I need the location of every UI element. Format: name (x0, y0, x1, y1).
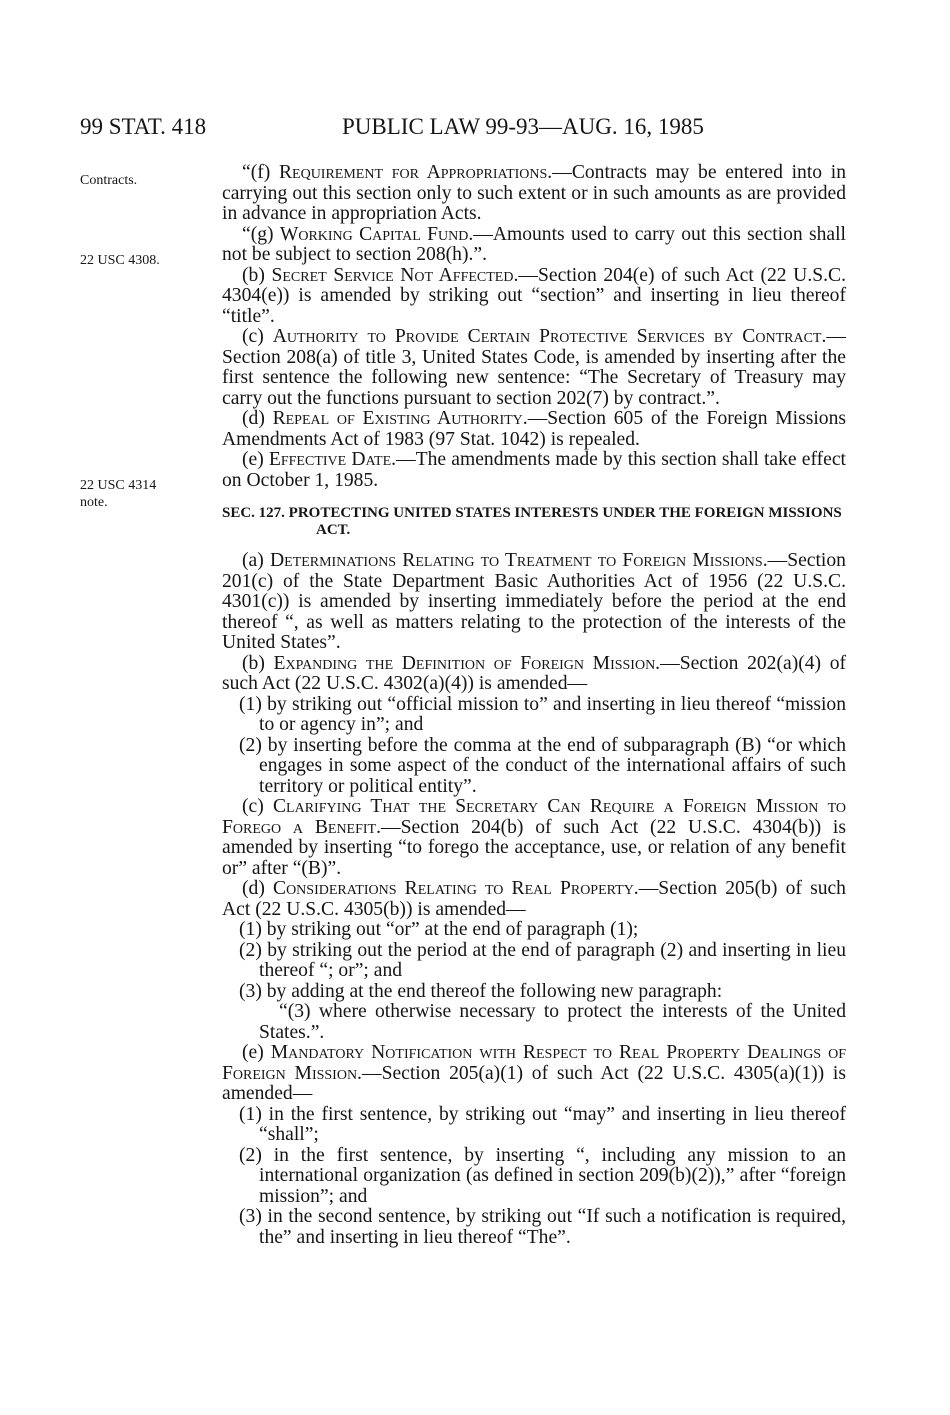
paragraph-body: —Contracts may be entered into in carrying out this section only to such extent or in such amounts as are provided in advance in appropriation Acts. (222, 162, 846, 224)
subsection-c-protective-services (222, 327, 846, 409)
paragraph-heading: Effective Date. (268, 449, 397, 470)
paragraph-body: —Section 605 of the Foreign Missions Amendments Act of 1983 (97 Stat. 1042) is repealed. (222, 408, 846, 450)
clause-d-2: (2) by striking out the period at the end of paragraph (2) and inserting in lieu thereof “; or”; and (239, 939, 846, 981)
margin-note-usc-4308: 22 USC 4308. (80, 253, 160, 268)
paragraph-number: “(g) (242, 223, 280, 245)
subsection-b-secret-service (222, 266, 846, 328)
stat-citation: 99 STAT. 418 (80, 114, 207, 139)
paragraph-heading: Authority to Provide Certain Protective Services by Contract. (272, 326, 827, 347)
paragraph-body: —Section 204(e) of such Act (22 U.S.C. 4304(e)) is amended by striking out “section” and inserting in lieu thereof “title”. (222, 264, 846, 327)
statute-text (222, 163, 846, 1248)
paragraph-heading: Repeal of Existing Authority. (272, 408, 528, 429)
margin-note-contracts: Contracts. (80, 173, 138, 188)
paragraph-number: (a) (242, 550, 270, 571)
paragraph-number: (e) (242, 449, 269, 470)
paragraph-body: —Section 204(b) of such Act (22 U.S.C. 4304(b)) is amended by inserting “to forego the acceptance, use, or relation of any benefit or” after “(B)”. (222, 816, 846, 879)
paragraph-heading: Considerations Relating to Real Property. (273, 878, 639, 899)
paragraph-body: —Amounts used to carry out this section shall not be subject to section 208(h).”. (222, 223, 846, 265)
paragraph-heading: Mandatory Notification with Respect to Real Property Dealings of Foreign Mission. (222, 1042, 846, 1084)
paragraph-heading: Expanding the Definition of Foreign Mission. (273, 652, 661, 674)
margin-note-usc-4314-line1: 22 USC 4314 (80, 478, 157, 493)
margin-note-usc-4314-line2: note. (80, 495, 108, 510)
paragraph-f (222, 163, 846, 225)
paragraph-heading: Determinations Relating to Treatment to Foreign Missions. (269, 550, 768, 571)
paragraph-number: “(f) (242, 162, 279, 183)
paragraph-body: —Section 202(a)(4) of such Act (22 U.S.C. 4302(a)(4)) is amended— (222, 652, 847, 694)
paragraph-body: —Section 205(b) of such Act (22 U.S.C. 4305(b)) is amended— (222, 878, 846, 920)
clause-d-1: (1) by striking out “or” at the end of paragraph (1); (239, 919, 639, 940)
clause-d-3: (3) by adding at the end thereof the following new paragraph: (239, 980, 723, 1002)
clause-e-1: (1) in the first sentence, by striking out “may” and inserting in lieu thereof “shall”; (239, 1103, 846, 1145)
subsection-a-determinations (222, 551, 846, 654)
paragraph-heading: Clarifying That the Secretary Can Require a Foreign Mission to Forego a Benefit. (222, 796, 846, 838)
page-header (80, 114, 840, 150)
quoted-paragraph-3: “(3) where otherwise necessary to protect the interests of the United States.”. (259, 1001, 846, 1043)
subsection-b-definition (222, 654, 846, 695)
law-title: PUBLIC LAW 99-93—AUG. 16, 1985 (342, 114, 704, 139)
paragraph-body: —Section 205(a)(1) of such Act (22 U.S.C. 4305(a)(1)) is amended— (222, 1062, 846, 1104)
paragraph-heading: Working Capital Fund. (279, 223, 474, 245)
margin-note-usc-4314 (80, 477, 200, 511)
paragraph-heading: Secret Service Not Affected. (271, 264, 519, 286)
clause-b-1: (1) by striking out “official mission to” and inserting in lieu thereof “mission to or agency in”; and (239, 693, 846, 735)
section-127-heading: SEC. 127. PROTECTING UNITED STATES INTERESTS UNDER THE FOREIGN MISSIONS ACT. (222, 505, 842, 538)
paragraph-number: (d) (242, 878, 273, 899)
paragraph-number: (c) (242, 796, 273, 817)
clause-b-2: (2) by inserting before the comma at the end of subparagraph (B) “or which engages in some aspect of the conduct of the international affairs of such territory or political entity”. (239, 734, 846, 797)
subsection-e-notification (222, 1043, 846, 1105)
paragraph-number: (b) (242, 652, 274, 674)
paragraph-number: (c) (242, 326, 273, 347)
subsection-e-effective-date (222, 450, 846, 491)
clause-e-2: (2) in the first sentence, by inserting “, including any mission to an international organization (as defined in section 209(b)(2)),” after “foreign mission”; and (239, 1144, 846, 1207)
paragraph-number: (e) (242, 1042, 271, 1063)
paragraph-body: —Section 201(c) of the State Department Basic Authorities Act of 1956 (22 U.S.C. 4301(c)) is amended by inserting immediately before the period at the end thereof “, as well as matters relating to the protection of the interests of the United States”. (222, 550, 846, 653)
paragraph-number: (b) (242, 264, 272, 286)
paragraph-number: (d) (242, 408, 273, 429)
subsection-c-forego-benefit (222, 797, 846, 879)
paragraph-body: —The amendments made by this section shall take effect on October 1, 1985. (222, 449, 846, 491)
subsection-d-repeal (222, 409, 846, 450)
paragraph-g (222, 225, 846, 266)
subsection-d-real-property (222, 879, 846, 920)
paragraph-heading: Requirement for Appropriations. (278, 162, 553, 183)
clause-e-3: (3) in the second sentence, by striking out “If such a notification is required, the” and inserting in lieu thereof “The”. (239, 1206, 846, 1248)
paragraph-body: —Section 208(a) of title 3, United States Code, is amended by inserting after the first sentence the following new sentence: “The Secretary of Treasury may carry out the functions pursuant to section 202(7) by contract.”. (222, 326, 846, 409)
